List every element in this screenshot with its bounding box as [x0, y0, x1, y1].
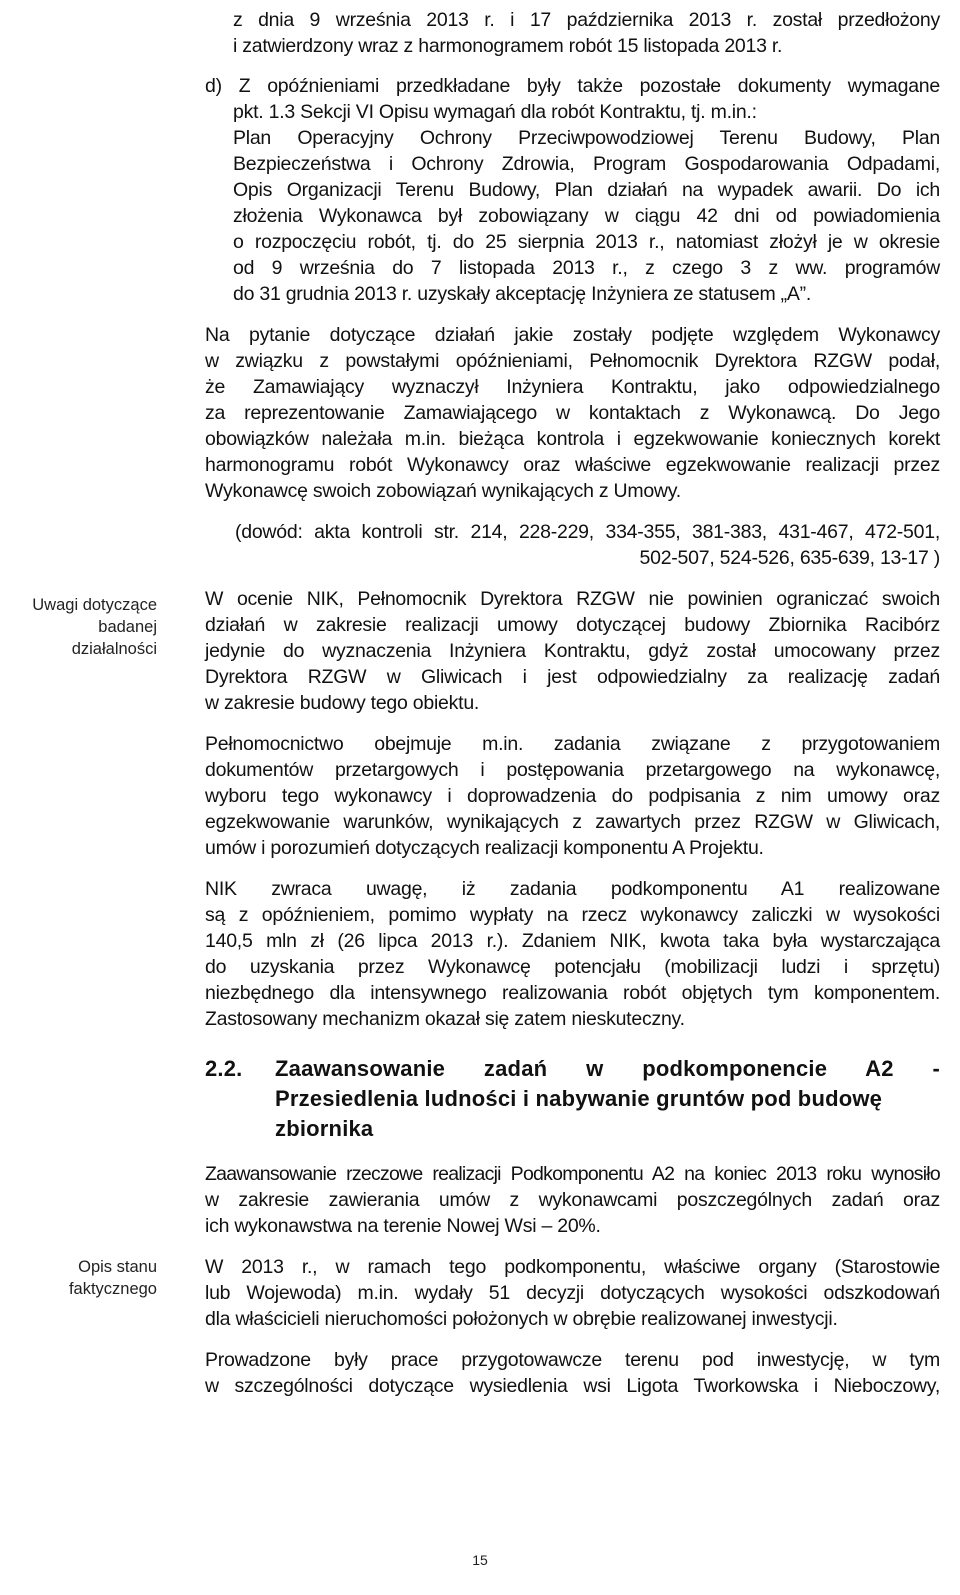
text-line: Zastosowany mechanizm okazał się zatem nieskuteczny.	[205, 1008, 685, 1030]
text-line: w zakresie zawierania umów z wykonawcami poszczególnych zadań oraz	[205, 1189, 940, 1211]
paragraph-w-ocenie	[205, 586, 940, 716]
margin-note-line: Opis stanu	[78, 1258, 157, 1276]
text-line: Na pytanie dotyczące działań jakie zostały podjęte względem Wykonawcy	[205, 324, 940, 346]
paragraph-pelnomocnictwo	[205, 731, 940, 861]
paragraph-prowadzone	[205, 1347, 940, 1399]
text-line: Zaawansowanie rzeczowe realizacji Podkomponentu A2 na koniec 2013 roku wynosiło	[205, 1163, 940, 1185]
text-line: w związku z powstałymi opóźnieniami, Pełnomocnik Dyrektora RZGW podał,	[205, 350, 940, 372]
text-line: wyboru tego wykonawcy i doprowadzenia do podpisania z nim umowy oraz	[205, 785, 940, 807]
text-line: do uzyskania przez Wykonawcę potencjału (mobilizacji ludzi i sprzętu)	[205, 956, 940, 978]
section-number: 2.2.	[205, 1056, 243, 1081]
list-item-d	[205, 73, 940, 307]
text-line: niezbędnego dla intensywnego realizowania robót objętych tym komponentem.	[205, 982, 940, 1004]
margin-note-line: Uwagi dotyczące	[32, 596, 157, 614]
text-line: pkt. 1.3 Sekcji VI Opisu wymagań dla robót Kontraktu, tj. m.in.:	[233, 101, 757, 123]
text-line: W ocenie NIK, Pełnomocnik Dyrektora RZGW nie powinien ograniczać swoich	[205, 588, 940, 610]
text-line: Bezpieczeństwa i Ochrony Zdrowia, Program Gospodarowania Odpadami,	[233, 153, 940, 175]
text-line: harmonogramu robót Wykonawcy oraz właściwe egzekwowanie realizacji przez	[205, 454, 940, 476]
evidence-note	[205, 519, 940, 571]
text-line: z dnia 9 września 2013 r. i 17 października 2013 r. został przedłożony	[233, 9, 940, 31]
text-line: W 2013 r., w ramach tego podkomponentu, właściwe organy (Starostowie	[205, 1256, 940, 1278]
margin-note-line: badanej	[98, 618, 157, 636]
text-line: ich wykonawstwa na terenie Nowej Wsi – 20%.	[205, 1215, 601, 1237]
text-line: umów i porozumień dotyczących realizacji komponentu A Projektu.	[205, 837, 764, 859]
text-line: w zakresie budowy tego obiektu.	[205, 692, 480, 714]
text-line: lub Wojewoda) m.in. wydały 51 decyzji dotyczących wysokości odszkodowań	[205, 1282, 940, 1304]
paragraph-w-2013	[205, 1254, 940, 1332]
margin-note-line: faktycznego	[68, 1280, 157, 1298]
text-line: egzekwowanie warunków, wynikających z zawartych przez RZGW w Gliwicach,	[205, 811, 940, 833]
margin-note-opis	[0, 1256, 157, 1300]
text-line: obowiązków należała m.in. bieżąca kontrola i egzekwowanie koniecznych korekt	[205, 428, 940, 450]
text-line: Pełnomocnictwo obejmuje m.in. zadania związane z przygotowaniem	[205, 733, 940, 755]
page-number: 15	[472, 1552, 488, 1568]
text-line: NIK zwraca uwagę, iż zadania podkomponentu A1 realizowane	[205, 878, 940, 900]
paragraph-c-continuation	[205, 7, 940, 59]
text-line: Wykonawcę swoich zobowiązań wynikających z Umowy.	[205, 480, 681, 502]
text-line: dla właścicieli nieruchomości położonych w obrębie realizowanej inwestycji.	[205, 1308, 838, 1330]
text-line: że Zamawiający wyznaczył Inżyniera Kontraktu, jako odpowiedzialnego	[205, 376, 940, 398]
heading-line: Przesiedlenia ludności i nabywanie gruntów pod budowę	[275, 1086, 883, 1111]
section-heading	[205, 1054, 940, 1144]
text-line: dokumentów przetargowych i postępowania przetargowego na wykonawcę,	[205, 759, 940, 781]
heading-line: zbiornika	[275, 1116, 374, 1141]
text-line: Prowadzone były prace przygotowawcze terenu pod inwestycję, w tym	[205, 1349, 940, 1371]
text-line: (dowód: akta kontroli str. 214, 228-229, 334-355, 381-383, 431-467, 472-501,	[235, 521, 940, 543]
text-line: są z opóźnieniem, pomimo wypłaty na rzecz wykonawcy zaliczki w wysokości	[205, 904, 940, 926]
text-line: działań w zakresie realizacji umowy dotyczącej budowy Zbiornika Racibórz	[205, 614, 940, 636]
text-line: i zatwierdzony wraz z harmonogramem robót 15 listopada 2013 r.	[233, 35, 783, 57]
margin-note-uwagi	[0, 594, 157, 660]
text-line: do 31 grudnia 2013 r. uzyskały akceptację Inżyniera ze statusem „A”.	[233, 283, 812, 305]
text-line: Dyrektora RZGW w Gliwicach i jest odpowiedzialny za realizację zadań	[205, 666, 940, 688]
text-line: o rozpoczęciu robót, tj. do 25 sierpnia 2013 r., natomiast złożył je w okresie	[233, 231, 940, 253]
text-line: w szczególności dotyczące wysiedlenia wsi Ligota Tworkowska i Nieboczowy,	[205, 1375, 940, 1397]
paragraph-nik-zwraca	[205, 876, 940, 1032]
paragraph-zaawansowanie	[205, 1161, 940, 1239]
text-line: Opis Organizacji Terenu Budowy, Plan działań na wypadek awarii. Do ich	[233, 179, 940, 201]
text-line: 502-507, 524-526, 635-639, 13-17 )	[639, 547, 940, 569]
text-line: d) Z opóźnieniami przedkładane były także pozostałe dokumenty wymagane	[205, 75, 940, 97]
heading-line: Zaawansowanie zadań w podkomponencie A2 -	[275, 1056, 940, 1081]
text-line: Plan Operacyjny Ochrony Przeciwpowodziowej Terenu Budowy, Plan	[233, 127, 940, 149]
paragraph-na-pytanie	[205, 322, 940, 504]
text-line: za reprezentowanie Zamawiającego w kontaktach z Wykonawcą. Do Jego	[205, 402, 940, 424]
text-line: 140,5 mln zł (26 lipca 2013 r.). Zdaniem NIK, kwota taka była wystarczająca	[205, 930, 940, 952]
margin-note-line: działalności	[71, 640, 157, 658]
text-line: złożenia Wykonawca był zobowiązany w ciągu 42 dni od powiadomienia	[233, 205, 940, 227]
text-line: od 9 września do 7 listopada 2013 r., z czego 3 z ww. programów	[233, 257, 940, 279]
text-line: jedynie do wyznaczenia Inżyniera Kontraktu, gdyż został umocowany przez	[205, 640, 940, 662]
main-text	[205, 0, 940, 1399]
